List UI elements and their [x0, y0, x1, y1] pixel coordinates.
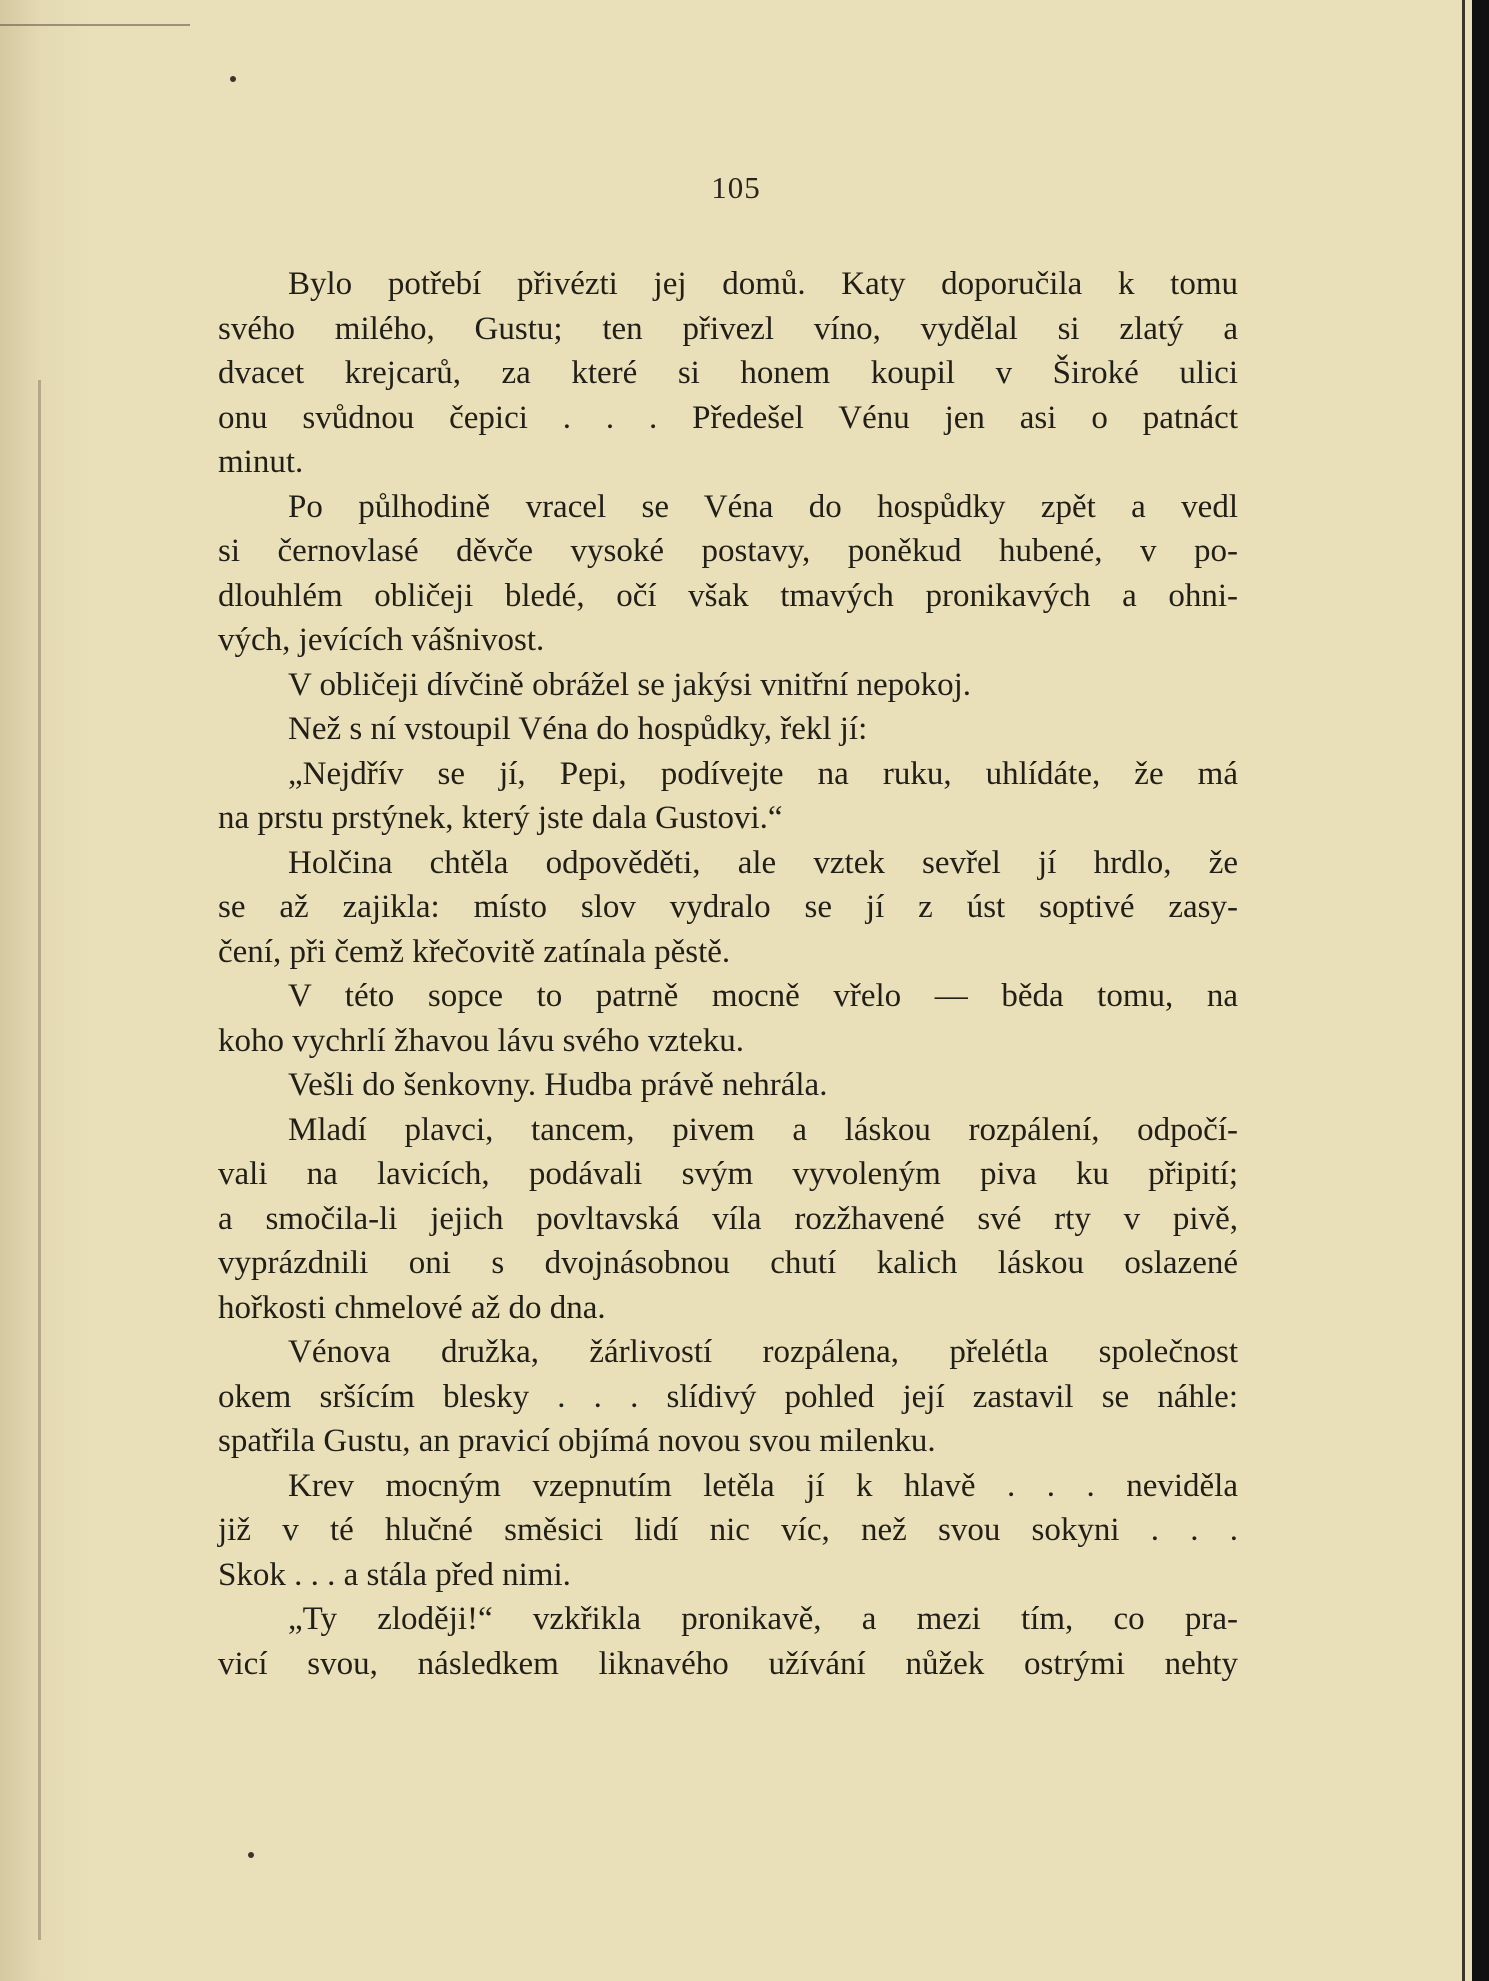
text-line: minut. [218, 444, 304, 480]
text-line: a smočila-li jejich povltavská víla rozžhavené své rty v pivě, [218, 1200, 1238, 1237]
text-line: vyprázdnili oni s dvojnásobnou chutí kalich láskou oslazené [218, 1245, 1238, 1281]
text-line: dlouhlém obličeji bledé, očí však tmavých pronikavých a ohni- [218, 577, 1238, 614]
text-line: okem sršícím blesky . . . slídivý pohled její zastavil se náhle: [218, 1378, 1238, 1415]
text-line: čení, při čemž křečovitě zatínala pěstě. [218, 933, 731, 970]
text-line: Skok . . . a stála před nimi. [218, 1556, 571, 1593]
body-text [218, 262, 1238, 1686]
speck [248, 1852, 254, 1858]
text-line: „Ty zloději!“ vzkřikla pronikavě, a mezi tím, co pra- [288, 1601, 1238, 1637]
text-line: Vešli do šenkovny. Hudba právě nehrála. [288, 1067, 828, 1103]
text-line: hořkosti chmelové až do dna. [218, 1289, 606, 1326]
text-line: vých, jevících vášnivost. [218, 622, 545, 658]
text-line: Než s ní vstoupil Véna do hospůdky, řekl jí: [288, 711, 868, 747]
speck [230, 76, 236, 82]
text-line: Mladí plavci, tancem, pivem a láskou rozpálení, odpočí- [288, 1111, 1238, 1148]
text-line: Po půlhodině vracel se Véna do hospůdky zpět a vedl [288, 488, 1238, 525]
text-line: koho vychrlí žhavou lávu svého vzteku. [218, 1022, 745, 1059]
text-line: vicí svou, následkem liknavého užívání nůžek ostrými nehty [218, 1645, 1238, 1682]
text-line: „Nejdřív se jí, Pepi, podívejte na ruku, uhlídáte, že má [288, 755, 1238, 792]
binding-shadow [38, 380, 41, 1940]
text-line: svého milého, Gustu; ten přivezl víno, vydělal si zlatý a [218, 310, 1238, 347]
page-number: 105 [711, 170, 761, 205]
text-line: Bylo potřebí přivézti jej domů. Katy doporučila k tomu [288, 266, 1238, 302]
text-line: onu svůdnou čepici . . . Předešel Vénu jen asi o patnáct [218, 399, 1238, 436]
text-line: na prstu prstýnek, který jste dala Gustovi.“ [218, 800, 783, 836]
text-line: dvacet krejcarů, za které si honem koupil v Široké ulici [218, 355, 1238, 391]
scan-border [1472, 0, 1489, 1981]
text-line: V této sopce to patrně mocně vřelo — běda tomu, na [288, 978, 1238, 1014]
page-edge-mark [0, 24, 190, 26]
text-line: Vénova družka, žárlivostí rozpálena, přelétla společnost [288, 1334, 1238, 1370]
page-edge [1462, 0, 1465, 1981]
text-line: spatřila Gustu, an pravicí objímá novou svou milenku. [218, 1423, 936, 1459]
text-line: Krev mocným vzepnutím letěla jí k hlavě . . . neviděla [288, 1467, 1238, 1504]
text-line: již v té hlučné směsici lidí nic víc, než svou sokyni . . . [218, 1512, 1238, 1548]
text-line: V obličeji dívčině obrážel se jakýsi vnitřní nepokoj. [288, 666, 972, 703]
text-line: vali na lavicích, podávali svým vyvoleným piva ku připití; [218, 1156, 1238, 1192]
text-line: Holčina chtěla odpověděti, ale vztek sevřel jí hrdlo, že [288, 844, 1238, 881]
text-line: se až zajikla: místo slov vydralo se jí z úst soptivé zasy- [218, 889, 1238, 925]
text-line: si černovlasé děvče vysoké postavy, poněkud hubené, v po- [218, 533, 1238, 569]
